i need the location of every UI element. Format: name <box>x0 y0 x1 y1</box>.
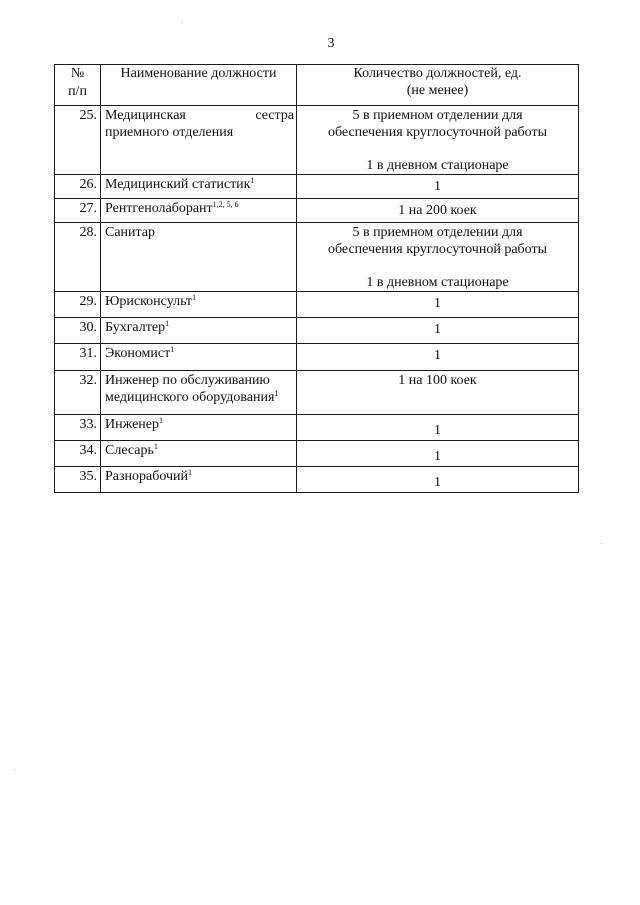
position-name <box>101 371 297 415</box>
position-name <box>101 441 297 467</box>
count-line: 1 в дневном стационаре <box>366 158 509 173</box>
scan-speck <box>601 543 602 544</box>
row-number: 35. <box>55 467 101 493</box>
header-number <box>55 65 101 106</box>
position-name-text: Юрисконсульт <box>105 294 193 309</box>
position-name-line: Инженер по обслуживанию <box>105 373 270 388</box>
footnote-ref: 1 <box>188 468 193 477</box>
footnote-ref: 1 <box>159 416 164 425</box>
count-value: 1 на 100 коек <box>398 373 477 388</box>
table-row <box>55 467 579 493</box>
count-value: 1 <box>434 348 441 363</box>
count-value: 1 <box>434 296 441 311</box>
row-number: 30. <box>55 318 101 344</box>
table-row <box>55 175 579 199</box>
table-header-row <box>55 65 579 106</box>
table-row <box>55 292 579 318</box>
count-line: обеспечения круглосуточной работы <box>327 242 548 257</box>
position-count <box>297 292 579 318</box>
position-count <box>297 175 579 199</box>
count-value: 1 <box>434 322 441 337</box>
count-value: 1 <box>434 179 441 194</box>
position-count <box>297 371 579 415</box>
position-count <box>297 106 579 175</box>
position-name <box>101 199 297 223</box>
footnote-ref: 1 <box>165 319 170 328</box>
position-name <box>101 415 297 441</box>
position-name <box>101 175 297 199</box>
position-name <box>101 292 297 318</box>
position-name-text: Слесарь <box>105 443 154 458</box>
row-number: 31. <box>55 344 101 371</box>
position-count <box>297 467 579 493</box>
header-position-count <box>297 65 579 106</box>
staffing-table <box>54 64 579 493</box>
count-line: 5 в приемном отделении для <box>352 108 523 123</box>
row-number: 26. <box>55 175 101 199</box>
footnote-ref: 1 <box>274 389 279 398</box>
row-number: 32. <box>55 371 101 415</box>
footnote-ref: 1 <box>192 293 197 302</box>
table-row <box>55 441 579 467</box>
position-count <box>297 441 579 467</box>
position-name-line: приемного отделения <box>105 125 234 140</box>
row-number: 27. <box>55 199 101 223</box>
position-name-text: Экономист <box>105 346 171 361</box>
table-row <box>55 344 579 371</box>
position-count <box>297 318 579 344</box>
position-name <box>101 223 297 292</box>
table-row <box>55 199 579 223</box>
count-line: 1 в дневном стационаре <box>366 275 509 290</box>
position-name-text: Медицинский статистик <box>105 177 251 192</box>
row-number: 29. <box>55 292 101 318</box>
header-number-symbol: № <box>70 66 85 81</box>
table-row <box>55 415 579 441</box>
position-name <box>101 344 297 371</box>
count-line: 5 в приемном отделении для <box>352 225 523 240</box>
count-value: 1 <box>434 449 441 464</box>
header-count-title: Количество должностей, ед. <box>353 66 522 81</box>
position-name-text: Рентгенолаборант <box>105 201 213 216</box>
scan-speck <box>181 22 182 23</box>
table-row <box>55 318 579 344</box>
footnote-ref: 1 <box>250 176 255 185</box>
position-count <box>297 344 579 371</box>
count-value: 1 на 200 коек <box>398 203 477 218</box>
header-count-note: (не менее) <box>406 83 469 98</box>
position-name <box>101 318 297 344</box>
count-value: 1 <box>434 475 441 490</box>
position-name-text: Инженер <box>105 417 160 432</box>
position-name <box>101 106 297 175</box>
count-line: обеспечения круглосуточной работы <box>327 125 548 140</box>
table-row <box>55 223 579 292</box>
table-row <box>55 106 579 175</box>
position-count <box>297 223 579 292</box>
row-number: 28. <box>55 223 101 292</box>
row-number: 33. <box>55 415 101 441</box>
row-number: 34. <box>55 441 101 467</box>
position-name-text: Разнорабочий <box>105 469 189 484</box>
position-count <box>297 415 579 441</box>
position-name-text: Бухгалтер <box>105 320 166 335</box>
header-position-name: Наименование должности <box>101 65 297 106</box>
footnote-ref: 1 <box>170 345 175 354</box>
table-row <box>55 371 579 415</box>
page-number: 3 <box>327 36 335 51</box>
footnote-ref: 1,2, 5, 6 <box>212 200 239 209</box>
position-count <box>297 199 579 223</box>
count-value: 1 <box>434 423 441 438</box>
position-name-line: Медицинская сестра <box>105 108 294 123</box>
header-number-abbr: п/п <box>68 84 87 99</box>
position-name-text: Санитар <box>105 225 156 240</box>
scan-speck <box>14 770 15 771</box>
position-name <box>101 467 297 493</box>
footnote-ref: 1 <box>153 442 158 451</box>
position-name-line: медицинского оборудования <box>105 390 275 405</box>
row-number: 25. <box>55 106 101 175</box>
